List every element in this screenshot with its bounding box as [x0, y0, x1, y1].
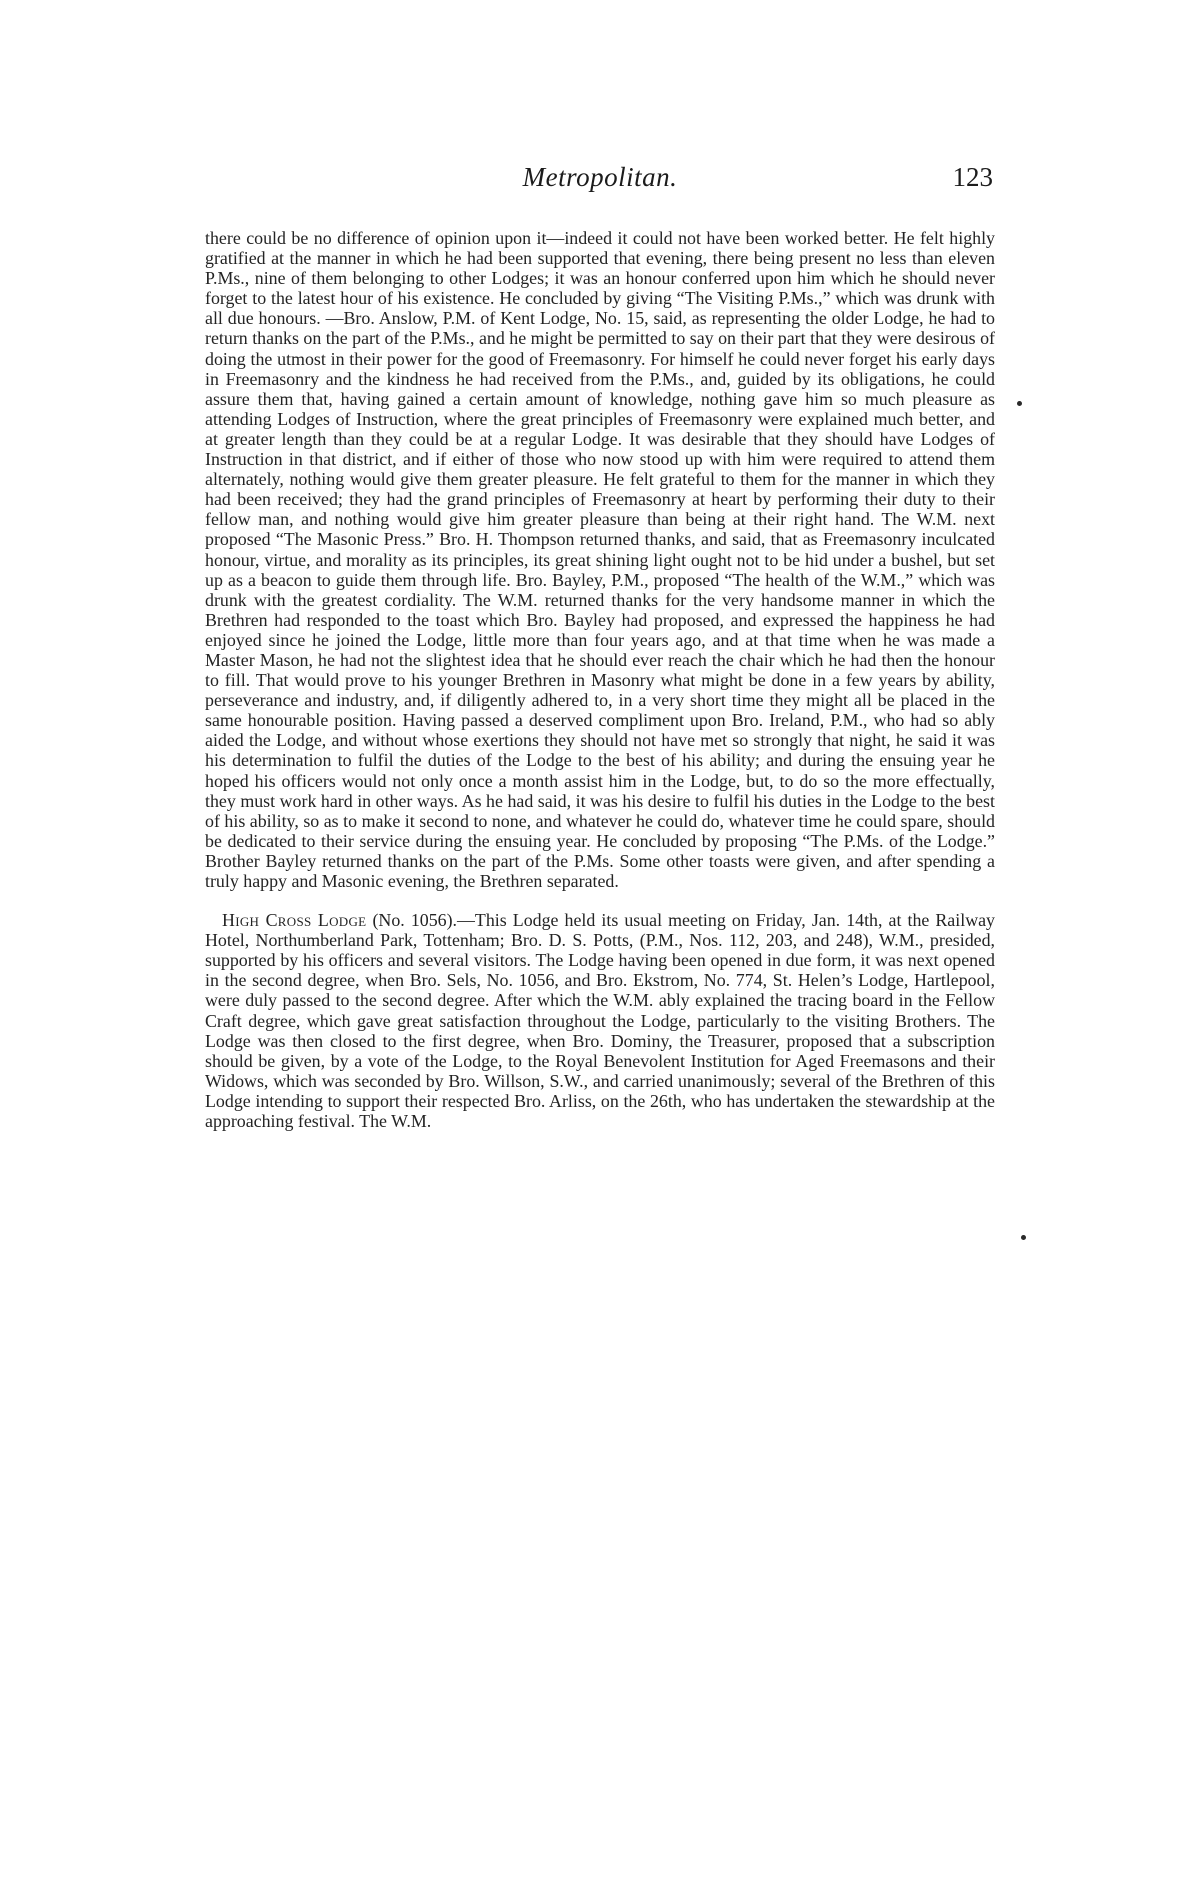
article-body	[205, 228, 995, 1131]
running-head	[205, 162, 995, 202]
section-title: Metropolitan.	[522, 162, 678, 192]
lodge-name: High Cross Lodge	[222, 910, 367, 931]
paragraph-text: (No. 1056).—This Lodge held its usual meeting on Friday, Jan. 14th, at the Railway Hotel, Northumberland Park, Tottenham; Bro. D. S. Potts, (P.M., Nos. 112, 203, and 248), W.M., presided, supported by his officers and several visitors. The Lodge having been opened in due form, it was next opened in the second degree, when Bro. Sels, No. 1056, and Bro. Ekstrom, No. 774, St. Helen’s Lodge, Hartlepool, were duly passed to the second degree. After which the W.M. ably explained the tracing board in the Fellow Craft degree, which gave great satisfaction throughout the Lodge, particularly to the visiting Brothers. The Lodge was then closed to the first degree, when Bro. Dominy, the Treasurer, proposed that a subscription should be given, by a vote of the Lodge, to the Royal Benevolent Institution for Aged Freemasons and their Widows, which was seconded by Bro. Willson, S.W., and carried unanimously; several of the Brethren of this Lodge intending to support their respected Bro. Arliss, on the 26th, who has undertaken the stewardship at the approaching festival. The W.M.	[205, 910, 995, 1132]
margin-dot-mark	[1017, 401, 1022, 406]
body-paragraph-high-cross-lodge	[205, 910, 995, 1131]
body-paragraph: there could be no difference of opinion upon it—indeed it could not have been worked better. He felt highly gratified at the manner in which he had been supported that evening, there being present no less than eleven P.Ms., nine of them belonging to other Lodges; it was an honour conferred upon him which he should never forget to the latest hour of his existence. He concluded by giving “The Visiting P.Ms.,” which was drunk with all due honours. —Bro. Anslow, P.M. of Kent Lodge, No. 15, said, as representing the older Lodge, he had to return thanks on the part of the P.Ms., and he might be permitted to say on their part that they were desirous of doing the utmost in their power for the good of Freemasonry. For himself he could never forget his early days in Freemasonry and the kindness he had received from the P.Ms., and, guided by its obligations, he could assure them that, having gained a certain amount of knowledge, nothing gave him so much pleasure as attending Lodges of Instruction, where the great principles of Freemasonry were explained much better, and at greater length than they could be at a regular Lodge. It was desirable that they should have Lodges of Instruction in that district, and if either of those who now stood up with him were required to attend them alternately, nothing would give them greater pleasure. He felt grateful to them for the manner in which they had been received; they had the grand principles of Freemasonry at heart by performing their duty to their fellow man, and nothing would give him greater pleasure than being at their right hand. The W.M. next proposed “The Masonic Press.” Bro. H. Thompson returned thanks, and said, that as Freemasonry inculcated honour, virtue, and morality as its principles, its great shining light ought not to be hid under a bushel, but set up as a beacon to guide them through life. Bro. Bayley, P.M., proposed “The health of the W.M.,” which was drunk with the greatest cordiality. The W.M. returned thanks for the very handsome manner in which the Brethren had responded to the toast which Bro. Bayley had proposed, and expressed the happiness he had enjoyed since he joined the Lodge, little more than four years ago, and at that time when he was made a Master Mason, he had not the slightest idea that he should ever reach the chair which he had then the honour to fill. That would prove to his younger Brethren in Masonry what might be done in a few years by ability, perseverance and industry, and, if diligently adhered to, in a very short time they might all be placed in the same honourable position. Having passed a deserved compliment upon Bro. Ireland, P.M., who had so ably aided the Lodge, and without whose exertions they should not have met so strongly that night, he said it was his determination to fulfil the duties of the Lodge to the best of his ability; and during the ensuing year he hoped his officers would not only once a month assist him in the Lodge, but, to do so the more effectually, they must work hard in other ways. As he had said, it was his desire to fulfil his duties in the Lodge to the best of his ability, so as to make it second to none, and whatever he could do, whatever time he could spare, should be dedicated to their service during the ensuing year. He concluded by proposing “The P.Ms. of the Lodge.” Brother Bayley returned thanks on the part of the P.Ms. Some other toasts were given, and after spending a truly happy and Masonic evening, the Brethren separated.	[205, 228, 995, 891]
page-number: 123	[952, 162, 993, 192]
margin-dot-mark	[1021, 1235, 1026, 1240]
